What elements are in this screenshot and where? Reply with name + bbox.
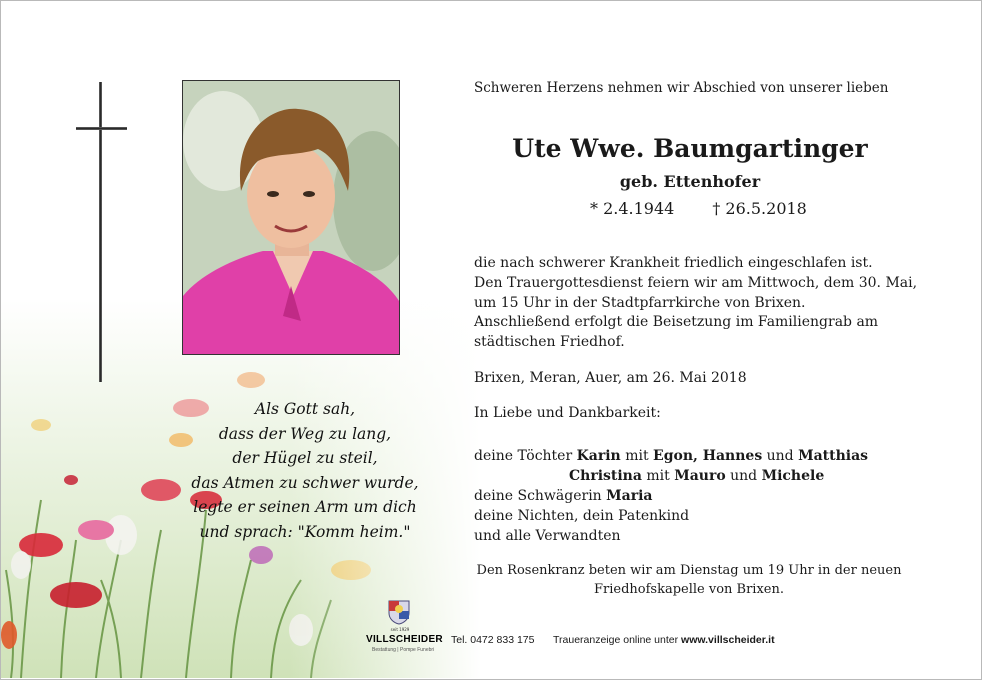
website-link[interactable]: www.villscheider.it [681, 634, 775, 646]
deceased-name: Ute Wwe. Baumgartinger [512, 134, 868, 163]
family-line-nieces: deine Nichten, dein Patenkind [474, 508, 690, 524]
family-text: mit [620, 448, 654, 464]
portrait-photo [182, 80, 400, 355]
family-member-name: Michele [761, 468, 825, 484]
family-text: mit [641, 468, 675, 484]
life-dates [590, 199, 807, 218]
family-list [474, 446, 868, 546]
established-text: seit 1929 [390, 627, 410, 632]
family-text: deine Töchter [474, 448, 577, 464]
family-line-sister [474, 486, 868, 506]
rosary-line: Den Rosenkranz beten wir am Dienstag um 19 Uhr in der neuen [476, 563, 902, 578]
family-member-name: Karin [576, 448, 621, 464]
poem-line: der Hügel zu steil, [232, 449, 378, 467]
notice-body [474, 254, 917, 353]
phone-number: Tel. 0472 833 175 [451, 634, 535, 646]
family-line-relatives: und alle Verwandten [474, 528, 621, 544]
birth-date: * 2.4.1944 [590, 199, 675, 218]
family-text: deine Schwägerin [474, 488, 607, 504]
family-text: und [762, 448, 799, 464]
birth-name: geb. Ettenhofer [619, 172, 761, 191]
memorial-poem [180, 397, 430, 544]
online-notice [553, 634, 775, 646]
rosary-notice [474, 561, 904, 599]
online-prefix: Traueranzeige online unter [553, 634, 682, 646]
poem-line: dass der Weg zu lang, [218, 424, 392, 443]
body-line: die nach schwerer Krankheit friedlich eingeschlafen ist. [474, 255, 873, 271]
family-line-christina [474, 466, 868, 486]
body-line: Den Trauergottesdienst feiern wir am Mittwoch, dem 30. Mai, [474, 274, 918, 291]
poem-line: das Atmen zu schwer wurde, [191, 473, 419, 492]
poem-line: und sprach: "Komm heim." [199, 522, 411, 541]
funeral-home-subtitle: Bestattung | Pompe Funebri [372, 647, 435, 653]
thanks-line: In Liebe und Dankbarkeit: [474, 405, 661, 421]
family-member-name: Mauro [674, 468, 726, 484]
family-text: und [725, 468, 762, 484]
body-line: um 15 Uhr in der Stadtpfarrkirche von Brixen. [474, 294, 806, 311]
family-line-daughters [474, 446, 868, 466]
place-date: Brixen, Meran, Auer, am 26. Mai 2018 [474, 370, 747, 386]
family-member-name: Egon, Hannes [653, 448, 763, 464]
body-line: städtischen Friedhof. [474, 334, 625, 351]
portrait-illustration [183, 81, 399, 354]
family-member-name: Maria [606, 488, 653, 504]
funeral-home-crest-icon [384, 597, 414, 625]
body-line: Anschließend erfolgt die Beisetzung im Familiengrab am [474, 314, 879, 331]
cross-horizontal-bar [76, 127, 127, 130]
funeral-home-name: VILLSCHEIDER [366, 634, 443, 645]
family-member-name: Christina [569, 468, 642, 484]
family-member-name: Matthias [798, 448, 869, 464]
poem-line: Als Gott sah, [254, 400, 356, 418]
death-date: † 26.5.2018 [712, 199, 807, 218]
intro-text: Schweren Herzens nehmen wir Abschied von unserer lieben [474, 80, 889, 96]
poem-line: legte er seinen Arm um dich [193, 498, 417, 516]
rosary-line: Friedhofskapelle von Brixen. [593, 582, 784, 597]
